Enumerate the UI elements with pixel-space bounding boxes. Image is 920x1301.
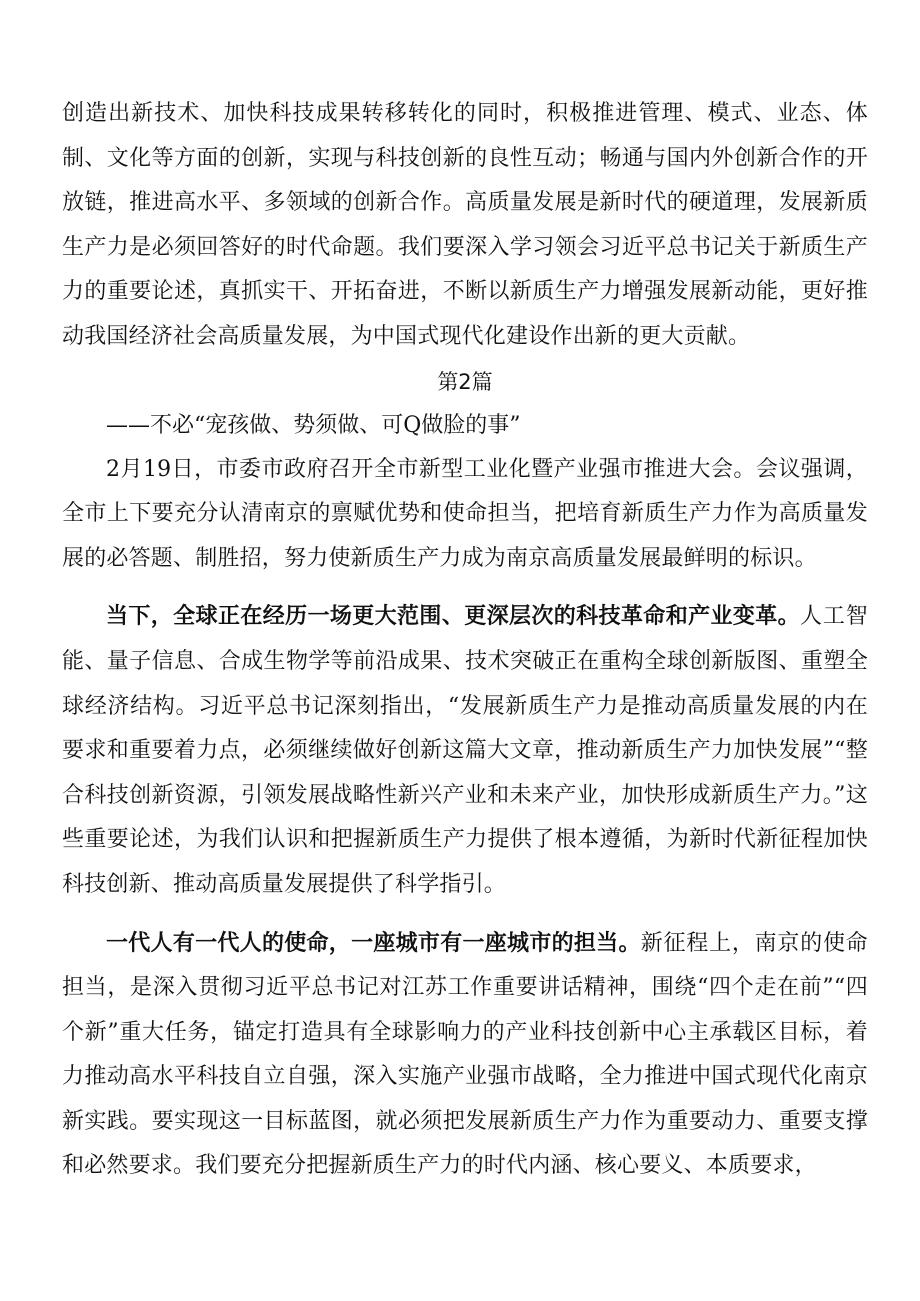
- document-page: [62, 92, 868, 1189]
- paragraph-1: 创造出新技术、加快科技成果转移转化的同时，积极推进管理、模式、业态、体制、文化等方面的创新，实现与科技创新的良性互动；畅通与国内外创新合作的开放链，推进高水平、多领域的创新合作。高质量发展是新时代的硬道理，发展新质生产力是必须回答好的时代命题。我们要深入学习领会习近平总书记关于新质生产力的重要论述，真抓实干、开拓奋进，不断以新质生产力增强发展新动能，更好推动我国经济社会高质量发展，为中国式现代化建设作出新的更大贡献。: [62, 101, 868, 349]
- paragraph-2: 2月19日，市委市政府召开全市新型工业化暨产业强市推进大会。会议强调，全市上下要充分认清南京的禀赋优势和使命担当，把培育新质生产力作为高质量发展的必答题、制胜招，努力使新质生产力成为南京高质量发展最鲜明的标识。: [62, 456, 868, 571]
- paragraph-4: [62, 922, 868, 1190]
- paragraph-spacer: [62, 908, 868, 922]
- paragraph-3-body: 人工智能、量子信息、合成生物学等前沿成果、技术突破正在重构全球创新版图、重塑全球经济结构。习近平总书记深刻指出，“发展新质生产力是推动高质量发展的内在要求和重要着力点，必须继续做好创新这篇大文章，推动新质生产力加快发展”“整合科技创新资源，引领发展战略性新兴产业和未来产业，加快形成新质生产力。”这些重要论述，为我们认识和把握新质生产力提供了根本遵循，为新时代新征程加快科技创新、推动高质量发展提供了科学指引。: [62, 604, 868, 897]
- paragraph-4-lead: 一代人有一代人的使命，一座城市有一座城市的担当。: [106, 930, 641, 956]
- paragraph-4-body: 新征程上，南京的使命担当，是深入贯彻习近平总书记对江苏工作重要讲话精神，围绕“四个走在前”“四个新”重大任务，锚定打造具有全球影响力的产业科技创新中心主承载区目标，着力推动高水平科技自立自强，深入实施产业强市战略，全力推进中国式现代化南京新实践。要实现这一目标蓝图，就必须把发展新质生产力作为重要动力、重要支撑和必然要求。我们要充分把握新质生产力的时代内涵、核心要义、本质要求，: [62, 930, 868, 1179]
- paragraph-spacer: [62, 581, 868, 595]
- paragraph-3-lead: 当下，全球正在经历一场更大范围、更深层次的科技革命和产业变革。: [106, 604, 801, 630]
- section-subtitle: ——不必“宠孩做、势须做、可Q做脸的事”: [106, 412, 521, 438]
- section-heading: 第2篇: [437, 369, 493, 394]
- paragraph-3: [62, 595, 868, 907]
